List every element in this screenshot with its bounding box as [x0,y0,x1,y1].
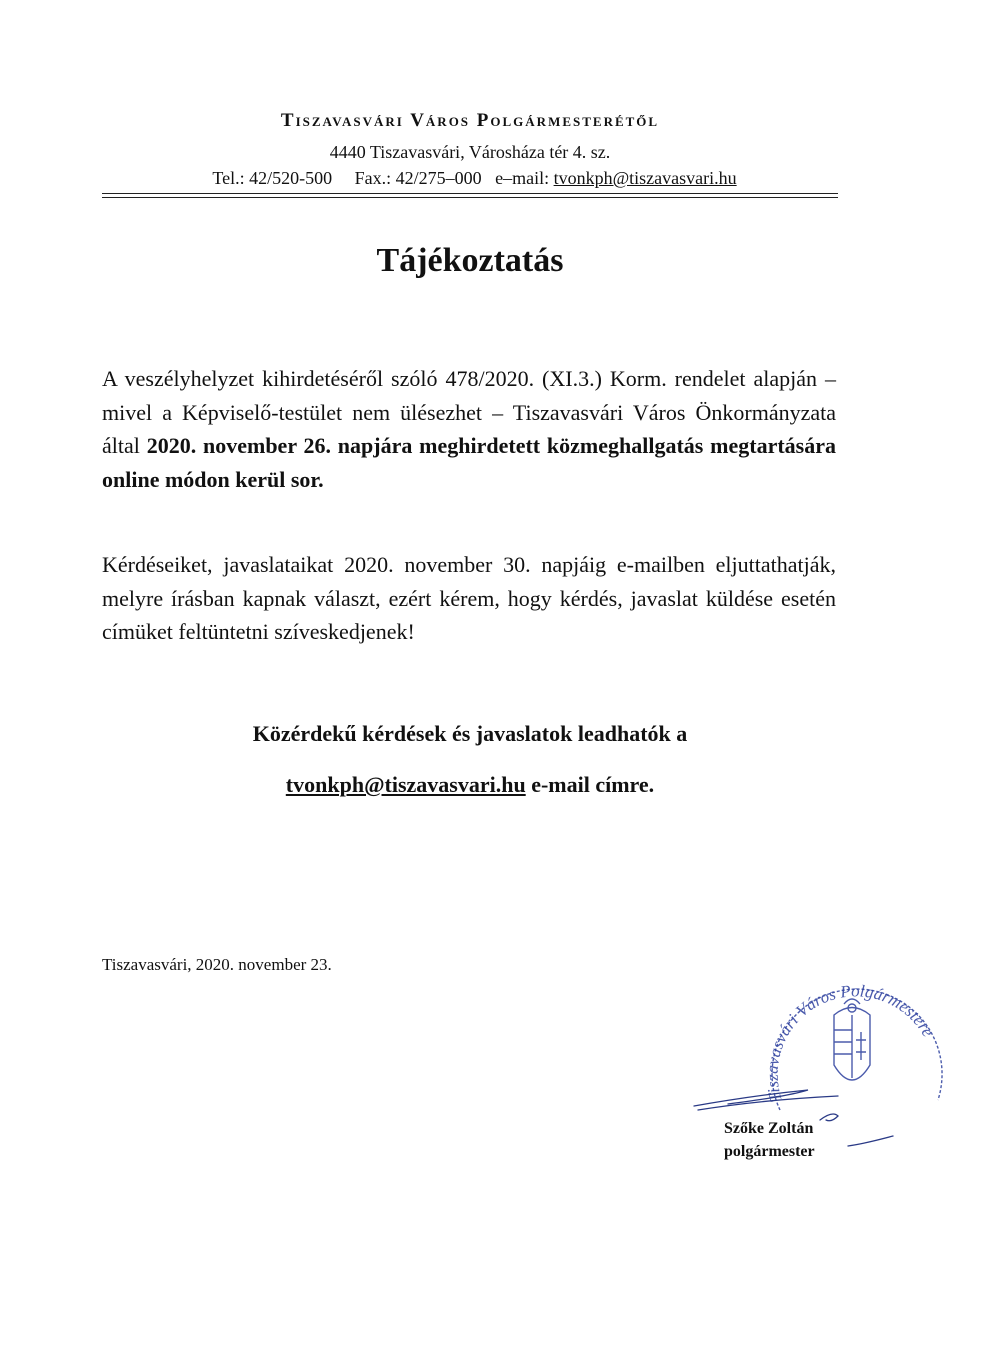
paragraph-announcement-regular: A veszélyhelyzet kihirdetéséről szóló 478/2020. (XI.3.) Korm. rendelet alapján – mivel a Képviselő-testület nem ülésezhet – Tiszavasvári Város Önkormányzata által [102,366,836,458]
document-title: Tájékoztatás [376,242,564,279]
notice-email-suffix: e-mail címre. [525,772,655,797]
letterhead-address: 4440 Tiszavasvári, Városháza tér 4. sz. [329,142,611,162]
paragraph-announcement [102,362,836,496]
notice-email-line [0,772,940,798]
document-date: Tiszavasvári, 2020. november 23. [102,955,332,974]
letterhead-divider [102,193,838,194]
letterhead-title: Tiszavasvári Város Polgármesterétől [280,110,660,131]
letterhead-divider-thin [102,197,838,198]
letterhead-email-group [495,168,737,188]
letterhead-fax: Fax.: 42/275–000 [354,168,482,188]
letterhead-email-label: e–mail: [495,168,550,188]
notice-line: Közérdekű kérdések és javaslatok leadhatók a [252,721,688,746]
signer-role: polgármester [724,1143,815,1160]
notice-email-link[interactable]: tvonkph@tiszavasvari.hu [285,772,526,797]
paragraph-announcement-bold: 2020. november 26. napjára meghirdetett közmeghallgatás megtartására online módon kerül sor. [102,433,836,492]
letterhead-contact [0,168,940,189]
letterhead-email-link[interactable]: tvonkph@tiszavasvari.hu [553,168,737,188]
letterhead-phone: Tel.: 42/520-500 [212,168,333,188]
paragraph-questions: Kérdéseiket, javaslataikat 2020. november 30. napjáig e-mailben eljuttathatják, melyre írásban kapnak választ, ezért kérem, hogy kérdés, javaslat küldése esetén címüket feltüntetni szíveskedjenek! [102,552,836,644]
stamp-text: Tiszavasvári Város Polgármestere [762,981,938,1105]
signer-name: Szőke Zoltán [724,1120,814,1137]
